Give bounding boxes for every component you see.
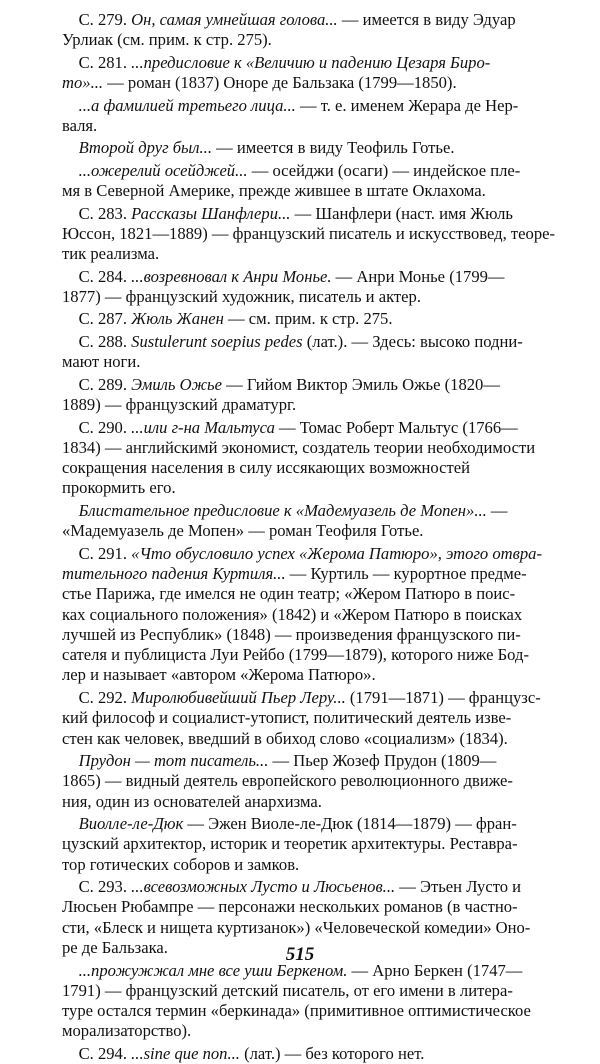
italic-citation: Жюль Жанен <box>131 309 224 329</box>
note-line <box>62 897 570 917</box>
note-text: — имеется в виду Эдуар <box>337 10 516 29</box>
note-line <box>62 138 570 158</box>
note-line <box>62 544 570 564</box>
italic-citation: Эмиль Ожье <box>131 374 222 394</box>
italic-citation: то»... <box>62 73 104 93</box>
note-text: — Томас Роберт Мальтус (1766— <box>274 417 518 437</box>
note-line <box>62 855 570 875</box>
note-text: С. 293. <box>62 877 132 897</box>
note-text: лер и называет «автором «Жерома Патюро». <box>62 665 376 685</box>
note-line <box>62 751 570 771</box>
note-text: сателя и публициста Луи Рейбо (1799—1879), которого ниже Бод- <box>62 645 529 665</box>
note-line <box>62 584 570 604</box>
note-text: — Шанфлери (наст. имя Жюль <box>290 203 513 223</box>
note-line <box>62 53 570 73</box>
note-entry <box>62 375 570 416</box>
italic-citation: ...всевозможных Лусто и Люсьенов... <box>131 877 396 897</box>
note-text: сокращения населения в силу иссякающих возможностей <box>62 458 470 478</box>
italic-citation: «Что обусловило успех «Жерома Патюро», этого отвра- <box>131 543 542 563</box>
note-text: лучшей из Республик» (1848) — произведения французского пи- <box>62 624 521 644</box>
note-text: — Гийом Виктор Эмиль Ожье (1820— <box>221 374 500 394</box>
note-text: — осейджи (осаги) — индейское пле- <box>247 160 521 180</box>
note-text: — Арно Беркен (1747— <box>347 960 523 980</box>
note-line <box>62 478 570 498</box>
note-line <box>62 161 570 181</box>
note-text <box>62 751 79 770</box>
note-text: мают ноги. <box>62 352 141 372</box>
note-entry <box>62 161 570 202</box>
note-entry <box>62 688 570 749</box>
note-line <box>62 309 570 329</box>
note-text: валя. <box>62 115 98 135</box>
note-line <box>62 96 570 116</box>
note-line <box>62 771 570 791</box>
italic-citation: ...возревновал к Анри Монье. <box>131 266 332 286</box>
note-text: С. 292. <box>62 687 132 707</box>
note-line <box>62 438 570 458</box>
note-entry <box>62 53 570 94</box>
note-entry <box>62 814 570 875</box>
note-entry <box>62 501 570 542</box>
note-text: 1791) — французский детский писатель, от его имени в литера- <box>62 980 513 1000</box>
note-entry <box>62 751 570 812</box>
note-text: (лат.). — Здесь: высоко подни- <box>302 331 523 351</box>
note-line <box>62 729 570 749</box>
note-entry <box>62 544 570 686</box>
note-entry <box>62 204 570 265</box>
italic-citation: Блистательное предисловие к «Мадемуазель де Мопен»... <box>78 500 487 520</box>
note-text <box>62 96 79 115</box>
italic-citation: ...ожерелий осейджей... <box>78 160 248 180</box>
note-text: 1877) — французский художник, писатель и актер. <box>62 286 421 306</box>
note-line <box>62 30 570 50</box>
note-text: морализаторство). <box>62 1021 192 1041</box>
note-line <box>62 395 570 415</box>
note-text: С. 284. <box>62 266 132 286</box>
note-text: 1889) — французский драматург. <box>62 395 297 415</box>
note-text: «Мадемуазель де Мопен» — роман Теофиля Готье. <box>62 521 424 541</box>
note-text: тор готических соборов и замков. <box>62 854 300 874</box>
note-text: С. 279. <box>62 10 132 29</box>
note-text: стье Парижа, где имелся не один театр; «Жером Патюро в поис- <box>62 584 516 604</box>
italic-citation: Рассказы Шанфлери... <box>131 203 291 223</box>
note-line <box>62 918 570 938</box>
note-line <box>62 418 570 438</box>
note-text: С. 291. <box>62 543 132 563</box>
note-line <box>62 10 570 30</box>
note-text: ния, один из основателей анархизма. <box>62 791 322 811</box>
italic-citation: ...предисловие к «Величию и падению Цезаря Биро- <box>131 52 491 72</box>
italic-citation: Второй друг был... <box>78 138 212 158</box>
note-text: С. 290. <box>62 417 132 437</box>
note-line <box>62 181 570 201</box>
note-text: Урлиак (см. прим. к стр. 275). <box>62 30 272 50</box>
italic-citation: тительного падения Куртиля... <box>62 563 286 583</box>
note-text: — Эжен Виоле-ле-Дюк (1814—1879) — фран- <box>183 814 517 834</box>
note-text: — <box>486 500 508 520</box>
note-entry <box>62 1044 570 1064</box>
note-line <box>62 332 570 352</box>
italic-citation: Миролюбивейший Пьер Леру... <box>131 687 346 707</box>
note-line <box>62 287 570 307</box>
note-text: — т. е. именем Жерара де Нер- <box>295 95 519 115</box>
note-text: 1865) — видный деятель европейского революционного движе- <box>62 771 513 791</box>
note-text: 1834) — английскимй экономист, создатель теории необходимости <box>62 437 536 457</box>
note-line <box>62 244 570 264</box>
note-entry <box>62 267 570 308</box>
note-text: ре де Бальзака. <box>62 938 168 958</box>
note-entry <box>62 418 570 499</box>
note-text: — см. прим. к стр. 275. <box>223 309 393 329</box>
note-text: — имеется в виду Теофиль Готье. <box>211 138 455 158</box>
note-text: ках социального положения» (1842) и «Жером Патюро в поисках <box>62 604 523 624</box>
note-entry <box>62 10 570 51</box>
note-text <box>62 138 79 157</box>
note-text <box>62 161 79 180</box>
note-line <box>62 665 570 685</box>
note-text: кий философ и социалист-утопист, политический деятель изве- <box>62 708 512 728</box>
note-line <box>62 645 570 665</box>
note-line <box>62 834 570 854</box>
note-line <box>62 625 570 645</box>
note-entry <box>62 309 570 329</box>
note-text: С. 283. <box>62 203 132 223</box>
note-line <box>62 352 570 372</box>
note-line <box>62 501 570 521</box>
italic-citation: Он, самая умнейшая голова... <box>131 10 338 29</box>
note-line <box>62 708 570 728</box>
note-line <box>62 267 570 287</box>
italic-citation: Прудон — тот писатель... <box>78 751 269 771</box>
note-text: Юссон, 1821—1889) — французский писатель и искусствовед, теоре- <box>62 223 556 243</box>
note-text: мя в Северной Америке, прежде жившее в штате Оклахома. <box>62 181 486 201</box>
italic-citation: ...sine que non... <box>131 1043 240 1063</box>
note-text: — Этьен Лусто и <box>395 877 522 897</box>
note-text: С. 281. <box>62 52 132 72</box>
note-line <box>62 792 570 812</box>
note-text: Люсьен Рюбампре — персонажи нескольких романов (в частно- <box>62 897 518 917</box>
note-text <box>62 814 79 833</box>
note-text: стен как человек, введший в обиход слово «социализм» (1834). <box>62 728 508 748</box>
note-line <box>62 521 570 541</box>
italic-citation: ...а фамилией третьего лица... <box>78 95 296 115</box>
note-line <box>62 605 570 625</box>
note-line <box>62 458 570 478</box>
note-entry <box>62 332 570 373</box>
note-line <box>62 877 570 897</box>
notes-column <box>62 10 570 1064</box>
note-line <box>62 814 570 834</box>
note-text: прокормить его. <box>62 478 176 498</box>
note-text: — роман (1837) Оноре де Бальзака (1799—1850). <box>103 73 457 93</box>
italic-citation: ...прожужжал мне все уши Беркеном. <box>78 960 348 980</box>
note-text: цузский архитектор, историк и теоретик архитектуры. Реставра- <box>62 834 518 854</box>
note-line <box>62 1021 570 1041</box>
note-text: сти, «Блеск и нищета куртизанок») «Человеческой комедии» Оно- <box>62 917 531 937</box>
note-line <box>62 688 570 708</box>
note-text: — Куртиль — курортное предме- <box>285 563 527 583</box>
note-line <box>62 1001 570 1021</box>
italic-citation: Виолле-ле-Дюк <box>78 814 184 834</box>
note-text: С. 288. <box>62 331 132 351</box>
note-text: тик реализма. <box>62 244 160 264</box>
note-line <box>62 564 570 584</box>
note-line <box>62 73 570 93</box>
note-entry <box>62 961 570 1042</box>
page-number: 515 <box>285 944 315 965</box>
note-entry <box>62 138 570 158</box>
note-line <box>62 116 570 136</box>
italic-citation: ...или г-на Мальтуса <box>131 417 275 437</box>
note-line <box>62 204 570 224</box>
note-text: С. 294. <box>62 1043 132 1063</box>
note-text: — Анри Монье (1799— <box>331 266 505 286</box>
note-text: С. 287. <box>62 309 132 329</box>
note-text <box>62 501 79 520</box>
note-text: (1791—1871) — французс- <box>345 687 541 707</box>
note-text: — Пьер Жозеф Прудон (1809— <box>268 751 497 771</box>
note-text: (лат.) — без которого нет. <box>239 1043 425 1063</box>
note-line <box>62 375 570 395</box>
note-line <box>62 981 570 1001</box>
note-entry <box>62 96 570 137</box>
italic-citation: Sustulerunt soepius pedes <box>131 331 303 351</box>
note-text: С. 289. <box>62 374 132 394</box>
note-line <box>62 1044 570 1064</box>
note-text: туре остался термин «беркинада» (примитивное оптимистическое <box>62 1001 531 1021</box>
note-line <box>62 224 570 244</box>
